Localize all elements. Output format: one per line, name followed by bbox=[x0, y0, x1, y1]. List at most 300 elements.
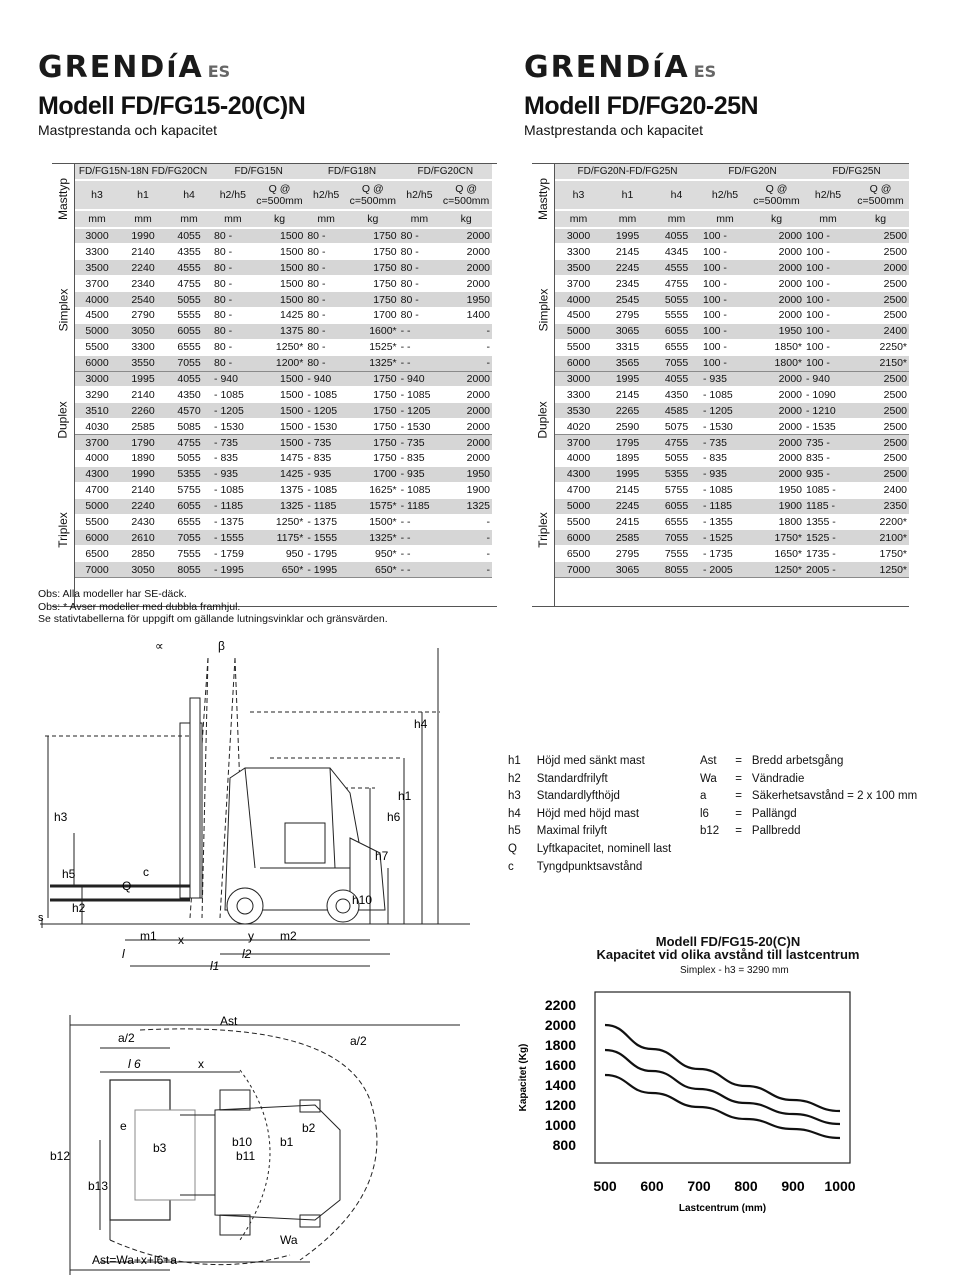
column-header: Q @ c=500mm bbox=[749, 180, 804, 210]
table-cell: 80 - bbox=[212, 355, 254, 371]
column-header: h3 bbox=[554, 180, 603, 210]
table-cell: 100 - bbox=[804, 323, 852, 339]
unit-header: mm bbox=[212, 210, 254, 228]
table-cell: 1750 bbox=[347, 387, 399, 403]
table-row bbox=[74, 244, 492, 260]
table-cell: - 1085 bbox=[399, 482, 441, 498]
table-cell: 1700 bbox=[347, 307, 399, 323]
table-cell: 80 - bbox=[212, 260, 254, 276]
h6-label: h6 bbox=[387, 810, 401, 824]
table-row bbox=[554, 339, 909, 355]
column-header: Q @ c=500mm bbox=[852, 180, 909, 210]
legend-row bbox=[508, 842, 685, 858]
table-cell: 1750 bbox=[347, 450, 399, 466]
table-cell: 80 - bbox=[212, 339, 254, 355]
table-cell: 100 - bbox=[701, 260, 749, 276]
table-cell: 4300 bbox=[74, 466, 120, 482]
unit-header: mm bbox=[652, 210, 701, 228]
table-cell: 1750 bbox=[347, 292, 399, 308]
table-cell: 1750 bbox=[347, 435, 399, 451]
table-cell: 100 - bbox=[701, 244, 749, 260]
table-cell: 100 - bbox=[804, 260, 852, 276]
table-cell: 1750* bbox=[749, 530, 804, 546]
table-cell: 5555 bbox=[166, 307, 212, 323]
legend-row bbox=[508, 860, 685, 876]
table-cell: 100 - bbox=[701, 228, 749, 244]
table-cell: 1500 bbox=[254, 435, 306, 451]
table-cell: 100 - bbox=[804, 339, 852, 355]
table-cell: 1325* bbox=[347, 355, 399, 371]
table-cell: - 1375 bbox=[305, 514, 347, 530]
table-cell: 1355 - bbox=[804, 514, 852, 530]
table-cell: - 1530 bbox=[212, 419, 254, 435]
table-cell: - bbox=[440, 323, 492, 339]
table-cell: 3500 bbox=[554, 260, 603, 276]
table-cell: 6555 bbox=[166, 514, 212, 530]
legend-left bbox=[506, 752, 687, 877]
table-cell: 4585 bbox=[652, 403, 701, 419]
table-row bbox=[554, 466, 909, 482]
b12-label: b12 bbox=[50, 1149, 71, 1163]
table-cell: 1250* bbox=[254, 514, 306, 530]
table-cell: - 1085 bbox=[701, 482, 749, 498]
y-tick-label: 1800 bbox=[544, 1037, 576, 1053]
table-cell: - 1085 bbox=[212, 387, 254, 403]
table-cell: 2400 bbox=[852, 482, 909, 498]
table-cell: 80 - bbox=[212, 276, 254, 292]
table-row bbox=[554, 244, 909, 260]
table-cell: 1175* bbox=[254, 530, 306, 546]
table-cell: 1800 bbox=[749, 514, 804, 530]
table-cell: 3300 bbox=[120, 339, 166, 355]
table-row bbox=[554, 450, 909, 466]
table-cell: - 940 bbox=[212, 371, 254, 387]
table-row bbox=[74, 323, 492, 339]
table-cell: 2850 bbox=[120, 546, 166, 562]
table-cell: - 735 bbox=[212, 435, 254, 451]
table-cell: 1475 bbox=[254, 450, 306, 466]
x-tick-label: 700 bbox=[687, 1178, 711, 1194]
table-cell: 2200* bbox=[852, 514, 909, 530]
capacity-chart-title: Modell FD/FG15-20(C)N Kapacitet vid olika avstånd till lastcentrum bbox=[596, 934, 860, 962]
turning-radius-diagram bbox=[40, 1000, 480, 1275]
table-cell: 1950 bbox=[749, 482, 804, 498]
table-cell: 1900 bbox=[749, 498, 804, 514]
table-cell: 1750 bbox=[347, 228, 399, 244]
legend-cell: Höjd med sänkt mast bbox=[536, 755, 645, 767]
table-cell: 80 - bbox=[399, 292, 441, 308]
table-cell: 7055 bbox=[652, 530, 701, 546]
table-cell: 2000 bbox=[749, 466, 804, 482]
table-cell: 1325 bbox=[254, 498, 306, 514]
legend-cell: Vändradie bbox=[751, 772, 805, 785]
table-cell: 2500 bbox=[852, 450, 909, 466]
table-cell: 1750 bbox=[347, 403, 399, 419]
table-cell: - 1995 bbox=[305, 562, 347, 578]
table-cell: 7055 bbox=[652, 355, 701, 371]
table-cell: 1500 bbox=[254, 419, 306, 435]
table-border bbox=[532, 163, 909, 164]
table-cell: 4055 bbox=[166, 228, 212, 244]
table-cell: 8055 bbox=[166, 562, 212, 578]
legend-right bbox=[698, 752, 933, 842]
b10-label: b10 bbox=[232, 1135, 253, 1149]
table-cell: 80 - bbox=[399, 260, 441, 276]
table-cell: 5085 bbox=[166, 419, 212, 435]
table-cell: 80 - bbox=[305, 323, 347, 339]
table-cell: - 1375 bbox=[212, 514, 254, 530]
table-cell: 100 - bbox=[701, 355, 749, 371]
table-cell: 1500 bbox=[254, 276, 306, 292]
grendia-logo-right: GRENDíA ES bbox=[524, 50, 717, 85]
table-cell: 2000 bbox=[440, 419, 492, 435]
table-cell: 100 - bbox=[701, 339, 749, 355]
legend-row bbox=[508, 754, 685, 770]
table-cell: 2245 bbox=[603, 498, 652, 514]
table-cell: 80 - bbox=[212, 244, 254, 260]
table-cell: 4355 bbox=[166, 244, 212, 260]
table-cell: 3510 bbox=[74, 403, 120, 419]
section-label-duplex: Duplex bbox=[536, 401, 551, 439]
section-label-triplex: Triplex bbox=[56, 511, 70, 548]
legend-cell: = bbox=[735, 807, 742, 820]
legend-cell: h4 bbox=[508, 807, 521, 820]
y-axis-label: Kapacitet (Kg) bbox=[518, 1043, 529, 1112]
table-cell: 835 - bbox=[804, 450, 852, 466]
table-cell: - 735 bbox=[399, 435, 441, 451]
table-cell: 80 - bbox=[399, 276, 441, 292]
table-cell: 7000 bbox=[554, 562, 603, 578]
table-cell: 735 - bbox=[804, 435, 852, 451]
table-cell: 2000 bbox=[440, 276, 492, 292]
grendia-logo-left: GRENDíA ES bbox=[38, 50, 231, 85]
legend-cell: Pallbredd bbox=[751, 825, 801, 838]
legend-row bbox=[700, 824, 931, 840]
table-cell: 2140 bbox=[120, 244, 166, 260]
legend-cell: Wa bbox=[700, 772, 717, 785]
table-cell: - 1085 bbox=[305, 387, 347, 403]
table-cell: - 935 bbox=[305, 466, 347, 482]
column-header: h2/h5 bbox=[305, 180, 347, 210]
table-cell: 4500 bbox=[554, 307, 603, 323]
group-header: FD/FG20N-FD/FG25N bbox=[554, 163, 701, 180]
table-cell: - 940 bbox=[305, 371, 347, 387]
unit-header: mm bbox=[603, 210, 652, 228]
table-cell: 2795 bbox=[603, 307, 652, 323]
legend-cell: = bbox=[735, 825, 742, 838]
legend-cell: Säkerhetsavstånd = 2 x 100 mm bbox=[751, 790, 918, 803]
table-cell: - 1205 bbox=[305, 403, 347, 419]
table-cell: 5000 bbox=[74, 323, 120, 339]
table-cell: 3000 bbox=[74, 371, 120, 387]
unit-header: mm bbox=[399, 210, 441, 228]
table-cell: 3000 bbox=[554, 371, 603, 387]
b13-label: b13 bbox=[88, 1179, 109, 1193]
table-cell: 6000 bbox=[554, 355, 603, 371]
y-tick-label: 1400 bbox=[544, 1077, 576, 1093]
right-title: Modell FD/FG20-25N bbox=[524, 92, 759, 120]
table-row bbox=[74, 260, 492, 276]
table-cell: 5000 bbox=[554, 498, 603, 514]
table-cell: 4000 bbox=[74, 292, 120, 308]
table-cell: 80 - bbox=[399, 244, 441, 260]
table-cell: 2140 bbox=[120, 387, 166, 403]
section-label-duplex: Duplex bbox=[56, 401, 71, 439]
table-cell: 80 - bbox=[212, 323, 254, 339]
table-cell: 2500 bbox=[852, 371, 909, 387]
legend-cell: Höjd med höjd mast bbox=[536, 807, 640, 820]
table-cell: - - bbox=[399, 562, 441, 578]
table-cell: - 1555 bbox=[305, 530, 347, 546]
group-header: FD/FG20CN bbox=[399, 163, 492, 180]
table-row bbox=[74, 419, 492, 435]
table-row bbox=[74, 514, 492, 530]
table-cell: - bbox=[440, 514, 492, 530]
table-cell: 7555 bbox=[166, 546, 212, 562]
table-row bbox=[74, 228, 492, 244]
table-cell: - 1210 bbox=[804, 403, 852, 419]
table-cell: 100 - bbox=[701, 276, 749, 292]
table-row bbox=[554, 530, 909, 546]
table-cell: 3700 bbox=[554, 276, 603, 292]
legend-cell: h5 bbox=[508, 825, 521, 838]
table-row bbox=[74, 546, 492, 562]
alpha-label: ∝ bbox=[155, 639, 164, 653]
table-cell: 4570 bbox=[166, 403, 212, 419]
unit-header: kg bbox=[440, 210, 492, 228]
table-row bbox=[554, 562, 909, 578]
table-cell: 1525 - bbox=[804, 530, 852, 546]
table-row bbox=[554, 514, 909, 530]
table-cell: 935 - bbox=[804, 466, 852, 482]
h4-label: h4 bbox=[414, 717, 428, 731]
table-cell: 1250* bbox=[254, 339, 306, 355]
table-cell: 2415 bbox=[603, 514, 652, 530]
table-cell: 1750 bbox=[347, 260, 399, 276]
table-cell: 1085 - bbox=[804, 482, 852, 498]
column-header: Q @ c=500mm bbox=[254, 180, 306, 210]
table-cell: 2000 bbox=[440, 450, 492, 466]
table-cell: 80 - bbox=[212, 292, 254, 308]
legend-row bbox=[508, 807, 685, 823]
l1-label: l1 bbox=[210, 959, 220, 973]
note-line: Obs: Alla modeller har SE-däck. bbox=[38, 588, 187, 600]
table-cell: 2500 bbox=[852, 276, 909, 292]
table-row bbox=[74, 450, 492, 466]
table-cell: 4030 bbox=[74, 419, 120, 435]
legend-cell: h3 bbox=[508, 790, 521, 803]
unit-header: mm bbox=[74, 210, 120, 228]
table-cell: 2540 bbox=[120, 292, 166, 308]
table-cell: 1200* bbox=[254, 355, 306, 371]
table-cell: - 1085 bbox=[399, 387, 441, 403]
table-cell: 4000 bbox=[74, 450, 120, 466]
table-cell: 5000 bbox=[74, 498, 120, 514]
table-row bbox=[74, 276, 492, 292]
table-cell: 3700 bbox=[74, 435, 120, 451]
c-label: c bbox=[143, 865, 149, 879]
m1-label: m1 bbox=[140, 929, 157, 943]
table-cell: 3530 bbox=[554, 403, 603, 419]
table-cell: 5055 bbox=[166, 450, 212, 466]
table-cell: - bbox=[440, 339, 492, 355]
masttyp-label: Masttyp bbox=[536, 177, 551, 220]
table-cell: 2245 bbox=[603, 260, 652, 276]
table-cell: 2000 bbox=[440, 260, 492, 276]
right-mast-table bbox=[532, 163, 914, 583]
table-cell: - 735 bbox=[701, 435, 749, 451]
table-cell: - 1530 bbox=[701, 419, 749, 435]
table-cell: - - bbox=[399, 355, 441, 371]
table-cell: 2430 bbox=[120, 514, 166, 530]
table-cell: 2000 bbox=[440, 228, 492, 244]
table-cell: 80 - bbox=[305, 228, 347, 244]
table-cell: 3000 bbox=[74, 228, 120, 244]
table-row bbox=[74, 307, 492, 323]
x-tick-label: 800 bbox=[734, 1178, 758, 1194]
table-cell: - 1185 bbox=[399, 498, 441, 514]
table-cell: - 835 bbox=[399, 450, 441, 466]
h7-label: h7 bbox=[375, 849, 389, 863]
table-cell: 6500 bbox=[554, 546, 603, 562]
notes bbox=[38, 588, 388, 626]
table-cell: 1995 bbox=[603, 228, 652, 244]
table-cell: - 1525 bbox=[701, 530, 749, 546]
table-row bbox=[554, 260, 909, 276]
column-header: h1 bbox=[120, 180, 166, 210]
y-tick-label: 1000 bbox=[544, 1117, 576, 1133]
table-cell: 5355 bbox=[652, 466, 701, 482]
x-tick-label: 500 bbox=[593, 1178, 617, 1194]
table-cell: 2610 bbox=[120, 530, 166, 546]
table-cell: 1600* bbox=[347, 323, 399, 339]
mast-data-table bbox=[74, 163, 492, 578]
table-cell: 3050 bbox=[120, 323, 166, 339]
table-cell: 2500 bbox=[852, 466, 909, 482]
table-cell: - 1535 bbox=[804, 419, 852, 435]
table-cell: 650* bbox=[254, 562, 306, 578]
table-cell: 100 - bbox=[804, 228, 852, 244]
table-cell: 1500 bbox=[254, 228, 306, 244]
x-axis-label: Lastcentrum (mm) bbox=[678, 1203, 767, 1214]
mast-data-table bbox=[554, 163, 909, 578]
table-cell: 1525* bbox=[347, 339, 399, 355]
table-row bbox=[554, 546, 909, 562]
table-cell: - 935 bbox=[399, 466, 441, 482]
note-line: Obs: * Avser modeller med dubbla framhjul. bbox=[38, 600, 241, 613]
table-cell: 1500 bbox=[254, 403, 306, 419]
table-cell: 2500 bbox=[852, 435, 909, 451]
table-cell: 5500 bbox=[554, 339, 603, 355]
table-row bbox=[74, 435, 492, 451]
table-cell: 7055 bbox=[166, 355, 212, 371]
legend-cell: Standardlyfthöjd bbox=[536, 790, 620, 803]
table-cell: 2000 bbox=[749, 403, 804, 419]
table-cell: - 1205 bbox=[701, 403, 749, 419]
table-cell: 4700 bbox=[74, 482, 120, 498]
m2-label: m2 bbox=[280, 929, 297, 943]
table-cell: 100 - bbox=[804, 307, 852, 323]
table-cell: 1890 bbox=[120, 450, 166, 466]
x-tick-label: 900 bbox=[781, 1178, 805, 1194]
table-cell: 5500 bbox=[74, 339, 120, 355]
table-cell: 2345 bbox=[603, 276, 652, 292]
table-border bbox=[74, 163, 75, 606]
table-cell: 2000 bbox=[749, 435, 804, 451]
table-cell: 1500 bbox=[254, 371, 306, 387]
table-cell: 4000 bbox=[554, 450, 603, 466]
table-row bbox=[74, 339, 492, 355]
table-cell: 80 - bbox=[305, 355, 347, 371]
table-cell: 4300 bbox=[554, 466, 603, 482]
table-cell: 1990 bbox=[120, 228, 166, 244]
table-cell: 2240 bbox=[120, 498, 166, 514]
unit-header: mm bbox=[804, 210, 852, 228]
table-cell: - - bbox=[399, 339, 441, 355]
table-cell: 80 - bbox=[212, 228, 254, 244]
table-cell: 7000 bbox=[74, 562, 120, 578]
table-cell: 80 - bbox=[305, 244, 347, 260]
table-cell: - - bbox=[399, 546, 441, 562]
table-cell: 5500 bbox=[554, 514, 603, 530]
table-cell: 3315 bbox=[603, 339, 652, 355]
table-cell: - 835 bbox=[305, 450, 347, 466]
table-cell: 4755 bbox=[652, 435, 701, 451]
table-cell: 6055 bbox=[652, 498, 701, 514]
left-subtitle: Mastprestanda och kapacitet bbox=[38, 122, 217, 138]
table-cell: 1500* bbox=[347, 514, 399, 530]
legend-cell: = bbox=[735, 755, 742, 767]
table-cell: 1950 bbox=[749, 323, 804, 339]
table-cell: 2790 bbox=[120, 307, 166, 323]
table-cell: 2145 bbox=[603, 387, 652, 403]
table-cell: 3300 bbox=[74, 244, 120, 260]
table-cell: 6555 bbox=[652, 514, 701, 530]
table-cell: 4055 bbox=[652, 371, 701, 387]
table-cell: 6500 bbox=[74, 546, 120, 562]
table-cell: 4345 bbox=[652, 244, 701, 260]
table-cell: 80 - bbox=[399, 307, 441, 323]
table-row bbox=[74, 466, 492, 482]
table-cell: - bbox=[440, 530, 492, 546]
column-header: h1 bbox=[603, 180, 652, 210]
x-tick-label: 600 bbox=[640, 1178, 664, 1194]
table-row bbox=[74, 498, 492, 514]
table-cell: 4700 bbox=[554, 482, 603, 498]
table-cell: - 1185 bbox=[701, 498, 749, 514]
column-header: h2/h5 bbox=[399, 180, 441, 210]
section-label-simplex: Simplex bbox=[536, 288, 550, 332]
table-cell: 2500 bbox=[852, 403, 909, 419]
table-row bbox=[554, 387, 909, 403]
table-cell: 1750 bbox=[347, 276, 399, 292]
table-cell: 5355 bbox=[166, 466, 212, 482]
legend-cell: c bbox=[508, 860, 514, 873]
table-cell: 2000 bbox=[749, 307, 804, 323]
b1-label: b1 bbox=[280, 1135, 294, 1149]
table-cell: - 1085 bbox=[212, 482, 254, 498]
capacity-chart bbox=[510, 980, 860, 1214]
table-cell: 2145 bbox=[603, 482, 652, 498]
table-cell: 100 - bbox=[701, 292, 749, 308]
column-header: h2/h5 bbox=[212, 180, 254, 210]
table-cell: 6000 bbox=[74, 530, 120, 546]
column-header: h4 bbox=[166, 180, 212, 210]
table-cell: 2265 bbox=[603, 403, 652, 419]
table-cell: 1500 bbox=[254, 387, 306, 403]
table-cell: 2000 bbox=[749, 292, 804, 308]
table-cell: 6000 bbox=[74, 355, 120, 371]
